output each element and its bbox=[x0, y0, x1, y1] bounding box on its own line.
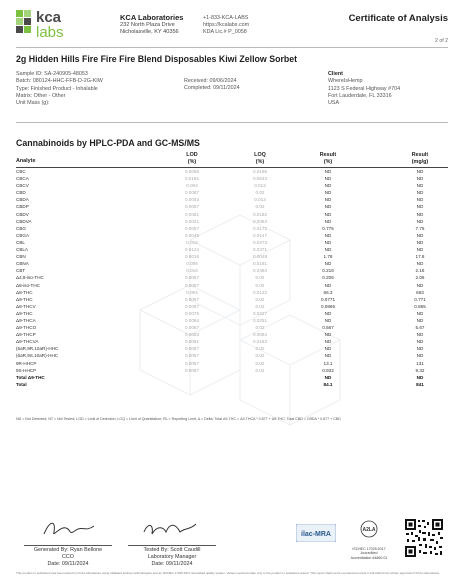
header-result-pct bbox=[308, 152, 348, 165]
cell-loq: 0.02 bbox=[255, 360, 265, 366]
cell-result-pct: 0.775 bbox=[322, 225, 334, 231]
cell-analyte: Δ8-iso-THC bbox=[16, 282, 40, 288]
cell-result-mg: 2.16 bbox=[415, 268, 425, 274]
table-row bbox=[16, 374, 448, 381]
completed-date: Completed: 09/11/2024 bbox=[184, 85, 240, 92]
cell-result-pct: ND bbox=[324, 218, 332, 224]
table-row bbox=[16, 310, 448, 317]
dates-block bbox=[184, 78, 240, 93]
cell-result-pct: ND bbox=[324, 247, 332, 253]
a2la-logo bbox=[346, 520, 392, 542]
page-number: 2 of 2 bbox=[435, 38, 448, 44]
section-title: Cannabinoids by HPLC-PDA and GC-MS/MS bbox=[16, 138, 200, 148]
table-row bbox=[16, 274, 448, 281]
cell-result-pct: ND bbox=[324, 197, 332, 203]
cell-lod: 0.016 bbox=[186, 268, 198, 274]
lab-name: KCA Laboratories bbox=[120, 13, 184, 22]
cell-loq: 0.0122 bbox=[252, 289, 268, 295]
cell-lod: 0.0067 bbox=[184, 296, 200, 302]
table-header bbox=[16, 152, 448, 168]
cell-result-pct: ND bbox=[324, 232, 332, 238]
header-analyte: Analyte bbox=[16, 158, 36, 164]
cell-result-pct: 0.0865 bbox=[320, 303, 336, 309]
cell-result-mg: ND bbox=[416, 247, 424, 253]
cell-loq: 0.0172 bbox=[252, 225, 268, 231]
table-row bbox=[16, 360, 448, 367]
tested-by-block bbox=[132, 547, 212, 568]
table-row bbox=[16, 218, 448, 225]
lab-phone: +1-833-KCA-LABS bbox=[203, 15, 249, 21]
cell-lod: 0.0057 bbox=[184, 225, 200, 231]
cell-analyte: Δ9-THCVA bbox=[16, 339, 39, 345]
cell-loq: 0.0543 bbox=[252, 176, 268, 182]
cell-lod: 0.0067 bbox=[184, 346, 200, 352]
cell-analyte: CBDA bbox=[16, 197, 29, 203]
cell-result-pct: ND bbox=[324, 332, 332, 338]
cell-result-mg: ND bbox=[416, 332, 424, 338]
cell-analyte: CBDV bbox=[16, 211, 29, 217]
cell-result-mg: ND bbox=[416, 353, 424, 359]
cell-result-pct: ND bbox=[324, 346, 332, 352]
cell-result-mg: ND bbox=[416, 190, 424, 196]
cell-analyte: Δ9-THC bbox=[16, 296, 33, 302]
cell-analyte: CBDVA bbox=[16, 218, 32, 224]
lab-website[interactable]: https://kcalabs.com bbox=[203, 22, 250, 29]
cell-result-mg: ND bbox=[416, 197, 424, 203]
table-footnote: ND = Not Detected; NT = Not Tested; LOD = Limit of Detection; LOQ = Limit of Quantitation; RL = Reporting Limit; Δ = Delta; Total Δ9-THC = Δ9-THCA * 0.877 + Δ9-THC; Total CBD = CBDA * 0.877 + CBD bbox=[16, 417, 341, 421]
accreditation-number: Accreditation #4860.01 bbox=[350, 555, 388, 560]
cell-loq: 0.0373 bbox=[252, 239, 268, 245]
cell-loq: 0.02 bbox=[255, 282, 265, 288]
cell-analyte: CBG bbox=[16, 225, 26, 231]
table-row bbox=[16, 289, 448, 296]
cell-lod: 0.0065 bbox=[184, 169, 200, 174]
cell-result-mg: 841 bbox=[416, 381, 424, 387]
received-date: Received: 09/06/2024 bbox=[184, 78, 237, 84]
table-row bbox=[16, 303, 448, 310]
table-row bbox=[16, 296, 448, 303]
table-row bbox=[16, 331, 448, 338]
client-street: 1123 S Federal Highway #704 bbox=[328, 85, 401, 92]
cell-result-mg: ND bbox=[416, 232, 424, 238]
cell-result-mg: 17.8 bbox=[415, 254, 425, 260]
table-row bbox=[16, 196, 448, 203]
cell-lod: 0.0043 bbox=[184, 197, 200, 203]
header-loq bbox=[242, 152, 278, 165]
generated-by-title: CCO bbox=[62, 554, 74, 560]
cell-loq: 0.0147 bbox=[252, 232, 268, 238]
cell-result-pct: ND bbox=[324, 339, 332, 345]
table-row bbox=[16, 317, 448, 324]
cell-result-mg: 131 bbox=[416, 360, 424, 366]
table-row bbox=[16, 267, 448, 274]
cell-lod: 0.0063 bbox=[184, 332, 200, 338]
cell-result-pct: 0.932 bbox=[322, 367, 334, 373]
cell-result-pct: ND bbox=[324, 310, 332, 316]
cell-loq: 0.02 bbox=[255, 346, 265, 352]
signature-scott-caudill bbox=[140, 518, 200, 540]
info-divider bbox=[16, 122, 448, 123]
cell-result-mg: ND bbox=[416, 218, 424, 224]
table-row bbox=[16, 225, 448, 232]
cell-lod: 0.0084 bbox=[184, 317, 200, 323]
header-lod-label: LOD bbox=[186, 152, 198, 158]
cell-loq: 0.0182 bbox=[252, 211, 268, 217]
cell-result-mg: ND bbox=[416, 317, 424, 323]
cell-analyte: CBLA bbox=[16, 247, 29, 253]
cell-result-pct: ND bbox=[324, 374, 332, 380]
header-result-mg-unit: (mg/g) bbox=[411, 158, 429, 165]
cell-result-mg: ND bbox=[416, 204, 424, 210]
cell-lod: 0.0076 bbox=[184, 310, 200, 316]
cell-result-pct: ND bbox=[324, 169, 332, 174]
sample-info-block bbox=[16, 71, 103, 107]
cell-lod: 0.0124 bbox=[184, 247, 200, 253]
cannabinoid-results-table bbox=[16, 152, 448, 388]
cell-lod: 0.004 bbox=[186, 289, 198, 295]
header-loq-unit: (%) bbox=[255, 158, 265, 165]
cell-lod: 0.0016 bbox=[184, 254, 200, 260]
cell-result-pct: 0.216 bbox=[322, 268, 334, 274]
table-row bbox=[16, 182, 448, 189]
cell-loq: 0.0196 bbox=[252, 169, 268, 174]
batch-number: Batch: 080124-HHC-FFB-D-2G-KIW bbox=[16, 78, 103, 85]
table-row bbox=[16, 246, 448, 253]
cell-analyte: 9R-HHCP bbox=[16, 360, 37, 366]
table-body bbox=[16, 168, 448, 388]
header-lod-unit: (%) bbox=[187, 158, 197, 165]
cell-analyte: CBL bbox=[16, 239, 25, 245]
table-row bbox=[16, 232, 448, 239]
cell-lod: 0.0067 bbox=[184, 275, 200, 281]
legal-disclaimer: This product or substance has been tested by KCA Laboratories using validated testing methodologies and an ISO/IEC 17025:2017 accredited quality system. Values reported relate only to the product or substance tested. This report shall not be reproduced except in full without the written approval of KCA Laboratories. bbox=[16, 571, 440, 575]
table-row bbox=[16, 324, 448, 331]
cell-lod: 0.0067 bbox=[184, 303, 200, 309]
document-title: Certificate of Analysis bbox=[348, 13, 448, 24]
client-label: Client bbox=[328, 71, 343, 77]
cell-analyte: Total Δ9-THC bbox=[16, 374, 45, 380]
cell-loq: 0.02 bbox=[255, 204, 265, 210]
ilac-mra-badge bbox=[296, 524, 336, 547]
cell-result-mg: ND bbox=[416, 239, 424, 245]
cell-result-mg: ND bbox=[416, 183, 424, 189]
cell-analyte: CBDP bbox=[16, 204, 29, 210]
table-row bbox=[16, 253, 448, 260]
lab-address-block bbox=[120, 13, 183, 36]
a2la-text: A2LA bbox=[362, 527, 376, 533]
cell-lod: 0.0049 bbox=[184, 232, 200, 238]
cell-analyte: Δ4,8-iso-THC bbox=[16, 275, 44, 281]
tested-by-date: Date: 09/11/2024 bbox=[151, 561, 193, 567]
table-row bbox=[16, 239, 448, 246]
logo-text-bottom: labs bbox=[36, 24, 64, 40]
table-row bbox=[16, 175, 448, 182]
generated-by-name: Generated By: Ryan Bellone bbox=[33, 547, 103, 553]
cell-result-mg: ND bbox=[416, 339, 424, 345]
table-row bbox=[16, 189, 448, 196]
cell-analyte: CBCV bbox=[16, 183, 29, 189]
unit-mass: Unit Mass (g): bbox=[16, 100, 50, 107]
table-row bbox=[16, 352, 448, 359]
cell-analyte: Δ9-THCA bbox=[16, 317, 36, 323]
cell-loq: 0.02 bbox=[255, 275, 265, 281]
cell-analyte: (6aR,9R,10aR)-HHC bbox=[16, 346, 59, 352]
cell-result-mg: 5.67 bbox=[415, 325, 425, 331]
cell-result-pct: ND bbox=[324, 353, 332, 359]
cell-lod: 0.0181 bbox=[184, 176, 200, 182]
cell-lod: 0.004 bbox=[186, 183, 198, 189]
cell-result-pct: ND bbox=[324, 261, 332, 267]
cell-result-pct: 66.3 bbox=[323, 289, 333, 295]
cell-analyte: 9S-HHCP bbox=[16, 367, 37, 373]
table-row bbox=[16, 338, 448, 345]
tested-by-title: Laboratory Manager bbox=[147, 554, 197, 560]
cell-result-pct: 0.0771 bbox=[320, 296, 336, 302]
cell-lod: 0.0067 bbox=[184, 360, 200, 366]
cell-result-mg: ND bbox=[416, 211, 424, 217]
table-row bbox=[16, 345, 448, 352]
cell-analyte: CBN bbox=[16, 254, 26, 260]
cell-result-mg: 0.865 bbox=[414, 303, 426, 309]
cell-loq: 0.012 bbox=[254, 183, 266, 189]
cell-result-mg: ND bbox=[416, 374, 424, 380]
table-row bbox=[16, 203, 448, 210]
cell-result-mg: 0.771 bbox=[414, 296, 426, 302]
cell-analyte: Total bbox=[16, 381, 27, 387]
cell-analyte: CBC bbox=[16, 169, 26, 174]
cell-lod: 0.012 bbox=[186, 239, 198, 245]
cell-lod: 0.0067 bbox=[184, 325, 200, 331]
cell-analyte: Δ9-THC bbox=[16, 310, 33, 316]
cell-result-pct: ND bbox=[324, 239, 332, 245]
cell-result-pct: ND bbox=[324, 176, 332, 182]
header-lod bbox=[174, 152, 210, 165]
header-loq-label: LOQ bbox=[254, 152, 266, 158]
header-result-mg bbox=[400, 152, 440, 165]
table-row bbox=[16, 282, 448, 289]
cell-result-pct: ND bbox=[324, 282, 332, 288]
cell-result-mg: 7.75 bbox=[415, 225, 425, 231]
tested-by-name: Tested By: Scott Caudill bbox=[143, 547, 201, 553]
signature-line-tested bbox=[128, 545, 216, 546]
cell-result-mg: 9.32 bbox=[415, 367, 425, 373]
report-header bbox=[0, 0, 464, 44]
cell-result-pct: ND bbox=[324, 317, 332, 323]
cell-result-pct: ND bbox=[324, 183, 332, 189]
cell-lod: 0.0067 bbox=[184, 367, 200, 373]
header-result-pct-label: Result bbox=[319, 152, 337, 158]
table-row bbox=[16, 367, 448, 374]
cell-result-mg: ND bbox=[416, 282, 424, 288]
logo-text-top: kca bbox=[36, 9, 62, 26]
cell-result-pct: ND bbox=[324, 204, 332, 210]
a2la-badge bbox=[346, 520, 392, 560]
signature-ryan-bellone bbox=[40, 518, 100, 540]
cell-analyte: CBNA bbox=[16, 261, 29, 267]
cell-lod: 0.0067 bbox=[184, 190, 200, 196]
cell-result-pct: ND bbox=[324, 190, 332, 196]
cell-loq: 0.0183 bbox=[252, 339, 268, 345]
cell-lod: 0.0061 bbox=[184, 211, 200, 217]
lab-license: KDA Lic.# P_0058 bbox=[203, 29, 247, 36]
header-result-pct-unit: (%) bbox=[323, 158, 333, 165]
ilac-mra-text: ilac-MRA bbox=[301, 531, 331, 538]
cell-lod: 0.0021 bbox=[184, 218, 200, 224]
table-row bbox=[16, 168, 448, 175]
cell-loq: 0.0227 bbox=[252, 310, 268, 316]
sample-id: Sample ID: SA-240905-48053 bbox=[16, 71, 88, 77]
cell-lod: 0.006 bbox=[186, 261, 198, 267]
generated-by-date: Date: 09/11/2024 bbox=[47, 561, 89, 567]
cell-result-pct: ND bbox=[324, 211, 332, 217]
cell-result-mg: 663 bbox=[416, 289, 424, 295]
cell-analyte: Δ9-THCP bbox=[16, 332, 36, 338]
cell-result-mg: ND bbox=[416, 176, 424, 182]
cell-analyte: Δ8-THC bbox=[16, 289, 33, 295]
cell-result-mg: ND bbox=[416, 346, 424, 352]
generated-by-block bbox=[28, 547, 108, 568]
table-row bbox=[16, 260, 448, 267]
product-title: 2g Hidden Hills Fire Fire Fire Blend Disposables Kiwi Zellow Sorbet bbox=[16, 54, 298, 64]
qr-code-icon[interactable] bbox=[404, 518, 444, 558]
cell-lod: 0.0067 bbox=[184, 282, 200, 288]
cell-loq: 0.0371 bbox=[252, 247, 268, 253]
table-row bbox=[16, 381, 448, 388]
signature-line-generated bbox=[24, 545, 112, 546]
cell-analyte: CBT bbox=[16, 268, 26, 274]
header-result-mg-label: Result bbox=[411, 152, 429, 158]
cell-result-pct: 0.206 bbox=[322, 275, 334, 281]
cell-loq: 0.02 bbox=[255, 353, 265, 359]
client-country: USA bbox=[328, 100, 340, 107]
cell-loq: 0.0484 bbox=[252, 268, 268, 274]
kca-labs-logo bbox=[16, 8, 106, 40]
cell-lod: 0.0067 bbox=[184, 204, 200, 210]
cell-loq: 0.0063 bbox=[252, 218, 268, 224]
cell-analyte: Δ9-THCO bbox=[16, 325, 37, 331]
cell-loq: 0.013 bbox=[254, 197, 266, 203]
cell-result-pct: 13.1 bbox=[323, 360, 333, 366]
cell-result-mg: ND bbox=[416, 261, 424, 267]
cell-loq: 0.02 bbox=[255, 325, 265, 331]
cell-result-pct: 1.78 bbox=[323, 254, 333, 260]
header-divider bbox=[16, 47, 448, 48]
ilac-mra-logo bbox=[296, 524, 336, 542]
lab-contact-block bbox=[203, 15, 249, 37]
cell-analyte: (6aR,9S,10aR)-HHC bbox=[16, 353, 59, 359]
client-city: Fort Lauderdale, FL 33316 bbox=[328, 92, 392, 99]
cell-lod: 0.0061 bbox=[184, 339, 200, 345]
cell-loq: 0.02 bbox=[255, 296, 265, 302]
cell-loq: 0.02 bbox=[255, 367, 265, 373]
cell-lod: 0.0067 bbox=[184, 353, 200, 359]
cell-analyte: Δ8-THCV bbox=[16, 303, 36, 309]
cell-result-mg: 2.06 bbox=[415, 275, 425, 281]
sample-matrix: Matrix: Other - Other bbox=[16, 92, 66, 99]
cell-loq: 0.0064 bbox=[252, 332, 268, 338]
table-row bbox=[16, 211, 448, 218]
lab-address-line-2: Nicholasville, KY 40356 bbox=[120, 29, 179, 36]
cell-analyte: CBGA bbox=[16, 232, 30, 238]
client-block bbox=[328, 71, 400, 107]
cell-loq: 0.0181 bbox=[252, 261, 268, 267]
cell-analyte: CBD bbox=[16, 190, 26, 196]
cell-result-pct: 84.1 bbox=[323, 381, 333, 387]
cell-loq: 0.0251 bbox=[252, 317, 268, 323]
cell-loq: 0.02 bbox=[255, 303, 265, 309]
lab-address-line-1: 232 North Plaza Drive bbox=[120, 22, 175, 28]
cell-loq: 0.0049 bbox=[252, 254, 268, 260]
cell-loq: 0.02 bbox=[255, 190, 265, 196]
cell-result-mg: ND bbox=[416, 310, 424, 316]
cell-result-pct: 0.567 bbox=[322, 325, 334, 331]
cell-result-mg: ND bbox=[416, 169, 424, 174]
cell-analyte: CBCA bbox=[16, 176, 29, 182]
client-name: WhereIsHemp bbox=[328, 78, 363, 85]
sample-type: Type: Finished Product - Inhalable bbox=[16, 85, 98, 92]
iso-accreditation-text: ISO/IEC 17025:2017 Accredited bbox=[352, 547, 386, 556]
